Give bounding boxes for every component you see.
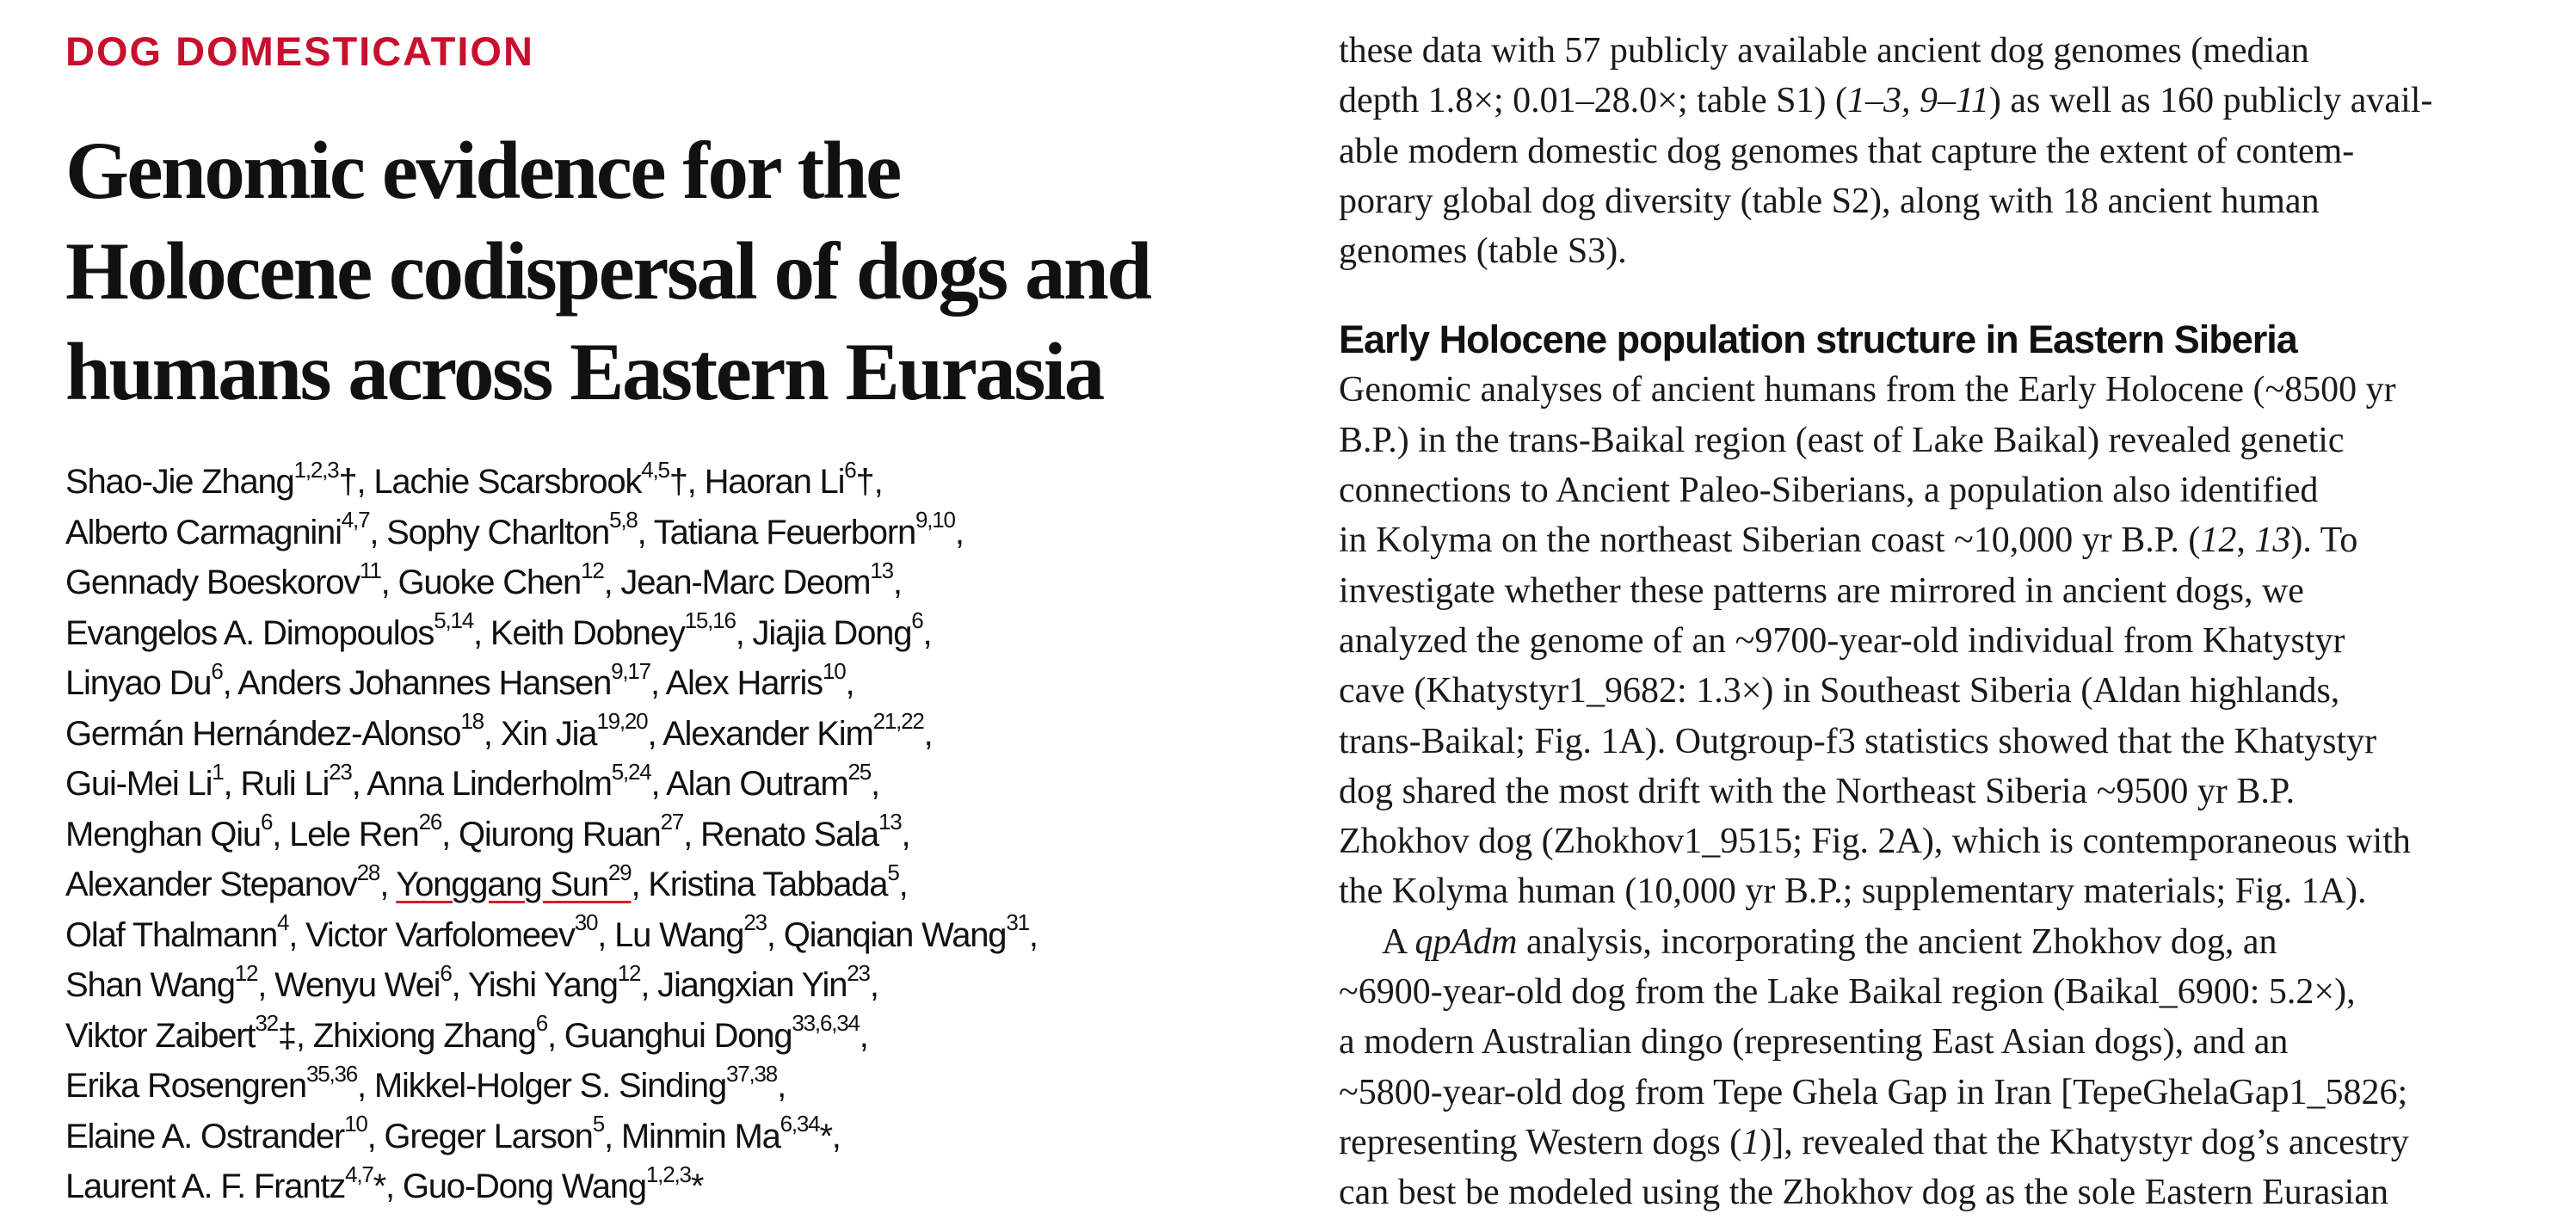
author-name: Anna Linderholm$^{5,24}$ xyxy=(367,758,651,803)
author-name: Viktor Zaibert$^{32}$ xyxy=(65,1010,278,1055)
author-name: Menghan Qiu$^6$ xyxy=(65,809,273,853)
affiliation-number: 12 xyxy=(581,557,604,583)
author-separator: , xyxy=(923,714,933,753)
affiliation-number: 23 xyxy=(743,909,767,936)
affiliation-number: 25 xyxy=(847,758,872,785)
affiliation-number: 6,34 xyxy=(780,1111,820,1137)
author-separator: , xyxy=(766,915,784,954)
author-separator: , xyxy=(223,765,241,803)
author-name: Xin Jia$^{19,20}$ xyxy=(500,708,648,753)
author-name: Tatiana Feuerborn$^{9,10}$ xyxy=(653,507,955,551)
author-separator: , xyxy=(1028,915,1038,954)
affiliation-number: 30 xyxy=(574,909,598,936)
author-name: Greger Larson$^5$ xyxy=(384,1111,604,1155)
author-separator: *, xyxy=(819,1117,841,1155)
author-name: Renato Sala$^{13}$ xyxy=(699,809,902,853)
affiliation-number: 1,2,3 xyxy=(645,1161,691,1187)
text-line: Zhokhov dog (Zhokhov1_9515; Fig. 2A), which is contemporaneous with xyxy=(1339,822,2411,862)
intro-paragraph xyxy=(1339,26,2552,276)
text-line: a modern Australian dingo (representing East Asian dogs), and an xyxy=(1339,1022,2289,1063)
affiliation-number: 18 xyxy=(460,708,484,735)
author-separator: , xyxy=(637,513,654,551)
author-separator: , xyxy=(735,613,753,652)
text-line: trans-Baikal; Fig. 1A). Outgroup-f3 statistics showed that the Khatystyr xyxy=(1339,721,2377,761)
author-separator: , xyxy=(222,664,238,702)
author-separator: , xyxy=(379,865,397,903)
author-name: Ruli Li$^{23}$ xyxy=(240,758,352,803)
author-line xyxy=(65,759,1227,810)
author-separator: , xyxy=(631,865,649,903)
affiliation-number: 5,14 xyxy=(434,607,474,634)
author-separator: , xyxy=(954,513,964,551)
author-separator: , xyxy=(441,815,459,853)
author-name: Sophy Charlton$^{5,8}$ xyxy=(386,507,638,551)
author-separator: , xyxy=(901,815,910,853)
author-separator: †, xyxy=(855,463,883,501)
text-line: ~6900-year-old dog from the Lake Baikal region (Baikal_6900: 5.2×), xyxy=(1339,972,2356,1013)
author-name: Lu Wang$^{23}$ xyxy=(614,909,767,954)
affiliation-number: 29 xyxy=(607,859,632,885)
author-line xyxy=(65,508,1227,558)
author-separator: , xyxy=(451,966,468,1004)
text-line: cave (Khatystyr1_9682: 1.3×) in Southeast Siberia (Aldan highlands, xyxy=(1339,671,2340,711)
affiliation-number: 15,16 xyxy=(684,607,736,634)
author-separator: , xyxy=(288,915,306,954)
author-separator: , xyxy=(777,1067,786,1105)
author-name: Alberto Carmagnini$^{4,7}$ xyxy=(65,507,370,551)
author-separator: †, xyxy=(669,463,705,501)
affiliation-number: 35,36 xyxy=(305,1060,358,1087)
author-separator: * xyxy=(690,1167,704,1205)
text-line: porary global dog diversity (table S2), along with 18 ancient human xyxy=(1339,181,2320,221)
body-paragraph xyxy=(1339,917,2552,1218)
author-name: Lele Ren$^{26}$ xyxy=(289,809,442,853)
author-line xyxy=(65,1112,1227,1162)
text-line: representing Western dogs (1)], revealed that the Khatystyr dog’s ancestry xyxy=(1339,1122,2409,1162)
author-line xyxy=(65,658,1227,709)
affiliation-number: 10 xyxy=(822,657,846,684)
author-list xyxy=(65,457,1227,1212)
author-name: Laurent A. F. Frantz$^{4,7}$ xyxy=(65,1161,373,1205)
text-line: A qpAdm analysis, incorporating the ancient Zhokhov dog, an xyxy=(1382,921,2277,962)
author-name: Gui-Mei Li$^1$ xyxy=(65,758,224,803)
author-name: Qianqian Wang$^{31}$ xyxy=(783,909,1029,954)
affiliation-number: 23 xyxy=(329,758,352,785)
affiliation-number: 6 xyxy=(844,456,856,483)
author-separator: , xyxy=(369,513,387,551)
author-line xyxy=(65,960,1227,1011)
author-name: Haoran Li$^6$ xyxy=(704,456,856,501)
affiliation-number: 6 xyxy=(211,657,223,684)
author-name: Yishi Yang$^{12}$ xyxy=(467,959,641,1004)
title-line: Genomic evidence for the xyxy=(65,125,900,216)
author-separator: , xyxy=(357,1067,374,1105)
affiliation-number: 33,6,34 xyxy=(792,1010,860,1037)
section-subhead: Early Holocene population structure in Eastern Siberia xyxy=(1339,317,2297,362)
author-separator: , xyxy=(650,664,666,702)
affiliation-number: 4,5 xyxy=(641,456,669,483)
author-separator: , xyxy=(650,765,667,803)
affiliation-number: 5 xyxy=(592,1111,604,1137)
author-separator: , xyxy=(257,966,275,1004)
title-line: Holocene codispersal of dogs and xyxy=(65,225,1150,317)
affiliation-number: 12 xyxy=(234,959,258,986)
author-line xyxy=(65,910,1227,961)
author-name: Victor Varfolomeev$^{30}$ xyxy=(305,909,598,954)
author-separator: , xyxy=(892,564,902,601)
author-separator: , xyxy=(546,1016,564,1055)
author-name: Shan Wang$^{12}$ xyxy=(65,959,258,1004)
affiliation-number: 1,2,3 xyxy=(293,456,339,483)
author-line xyxy=(65,1161,1227,1212)
affiliation-number: 27 xyxy=(660,809,684,835)
author-separator: , xyxy=(859,1016,868,1055)
author-name: Keith Dobney$^{15,16}$ xyxy=(490,607,736,652)
author-name: Anders Johannes Hansen$^{9,17}$ xyxy=(237,657,650,702)
author-name: Wenyu Wei$^6$ xyxy=(274,959,452,1004)
author-name: Alex Harris$^{10}$ xyxy=(665,657,846,702)
author-separator: *, xyxy=(373,1167,403,1205)
author-line xyxy=(65,457,1227,508)
affiliation-number: 4 xyxy=(277,909,289,936)
affiliation-number: 13 xyxy=(878,809,902,835)
affiliation-number: 6 xyxy=(535,1010,547,1037)
text-line: can best be modeled using the Zhokhov dog as the sole Eastern Eurasian xyxy=(1339,1173,2389,1213)
text-line: depth 1.8×; 0.01–28.0×; table S1) (1–3, 9–11) as well as 160 publicly avail- xyxy=(1339,81,2433,121)
author-separator: , xyxy=(640,966,658,1004)
affiliation-number: 6 xyxy=(440,959,452,986)
affiliation-number: 4,7 xyxy=(341,507,370,533)
author-separator: , xyxy=(603,564,621,601)
affiliation-number: 9,10 xyxy=(915,507,955,533)
affiliation-number: 5,24 xyxy=(611,758,651,785)
body-paragraph xyxy=(1339,365,2552,916)
author-separator: , xyxy=(597,915,615,954)
author-separator: , xyxy=(380,564,398,601)
article-title xyxy=(65,120,1227,422)
author-separator: , xyxy=(351,765,367,803)
text-line: Genomic analyses of ancient humans from the Early Holocene (~8500 yr xyxy=(1339,370,2396,410)
left-column xyxy=(65,24,1227,1212)
author-separator: , xyxy=(683,815,700,853)
author-line xyxy=(65,859,1227,910)
author-separator: , xyxy=(898,865,908,903)
author-line xyxy=(65,608,1227,659)
author-name: Jean-Marc Deom$^{13}$ xyxy=(620,557,893,601)
author-name: Guanghui Dong$^{33,6,34}$ xyxy=(564,1010,860,1055)
author-name: Guoke Chen$^{12}$ xyxy=(397,557,604,601)
section-label: DOG DOMESTICATION xyxy=(65,28,534,74)
affiliation-number: 19,20 xyxy=(596,708,648,735)
author-name: Kristina Tabbada$^5$ xyxy=(648,859,899,903)
affiliation-number: 26 xyxy=(418,809,442,835)
author-name: Gennady Boeskorov$^{11}$ xyxy=(65,557,381,601)
author-separator: , xyxy=(922,613,932,652)
affiliation-number: 9,17 xyxy=(611,657,650,684)
author-name: Linyao Du$^6$ xyxy=(65,657,223,702)
text-line: able modern domestic dog genomes that capture the extent of contem- xyxy=(1339,131,2355,171)
author-name: Mikkel-Holger S. Sinding$^{37,38}$ xyxy=(373,1060,778,1105)
affiliation-number: 6 xyxy=(260,809,273,835)
author-name: Qiurong Ruan$^{27}$ xyxy=(458,809,684,853)
text-line: investigate whether these patterns are mirrored in ancient dogs, we xyxy=(1339,570,2304,611)
author-separator: , xyxy=(604,1117,621,1155)
affiliation-number: 5 xyxy=(887,859,899,885)
author-name: Alexander Stepanov$^{28}$ xyxy=(65,859,380,903)
author-name: Minmin Ma$^{6,34}$ xyxy=(620,1111,820,1155)
author-separator: , xyxy=(647,714,663,753)
affiliation-number: 13 xyxy=(870,557,893,583)
author-name: Lachie Scarsbrook$^{4,5}$ xyxy=(373,456,669,501)
author-name: Olaf Thalmann$^4$ xyxy=(65,909,289,954)
author-name: Yonggang Sun$^{29}$ xyxy=(396,859,632,903)
title-line: humans across Eastern Eurasia xyxy=(65,326,1103,417)
author-name: Guo-Dong Wang$^{1,2,3}$ xyxy=(402,1161,691,1205)
text-line: genomes (table S3). xyxy=(1339,231,1627,272)
author-name: Alan Outram$^{25}$ xyxy=(666,758,872,803)
author-name: Shao-Jie Zhang$^{1,2,3}$ xyxy=(65,456,339,501)
affiliation-number: 11 xyxy=(360,557,381,583)
text-line: the Kolyma human (10,000 yr B.P.; supplementary materials; Fig. 1A). xyxy=(1339,872,2367,912)
affiliation-number: 5,8 xyxy=(609,507,638,533)
author-line xyxy=(65,1061,1227,1112)
author-line xyxy=(65,1011,1227,1062)
text-line: in Kolyma on the northeast Siberian coast ~10,000 yr B.P. (12, 13). To xyxy=(1339,521,2358,561)
author-name: Jiajia Dong$^6$ xyxy=(752,607,923,652)
author-line xyxy=(65,557,1227,608)
affiliation-number: 6 xyxy=(911,607,923,634)
affiliation-number: 31 xyxy=(1006,909,1029,936)
author-separator: ‡, xyxy=(277,1016,313,1055)
affiliation-number: 32 xyxy=(255,1010,278,1037)
author-name: Zhixiong Zhang$^6$ xyxy=(312,1010,547,1055)
author-name: Germán Hernández-Alonso$^{18}$ xyxy=(65,708,484,753)
text-line: connections to Ancient Paleo-Siberians, a population also identified xyxy=(1339,471,2319,511)
text-line: dog shared the most drift with the Northeast Siberia ~9500 yr B.P. xyxy=(1339,771,2296,811)
author-separator: , xyxy=(367,1117,385,1155)
author-name: Erika Rosengren$^{35,36}$ xyxy=(65,1060,358,1105)
text-line: these data with 57 publicly available ancient dog genomes (median xyxy=(1339,31,2309,71)
text-line: B.P.) in the trans-Baikal region (east of Lake Baikal) revealed genetic xyxy=(1339,420,2345,460)
author-separator: , xyxy=(483,714,501,753)
author-separator: , xyxy=(869,966,878,1004)
author-separator: , xyxy=(845,664,854,702)
author-line xyxy=(65,810,1227,860)
text-line: analyzed the genome of an ~9700-year-old individual from Khatystyr xyxy=(1339,620,2345,661)
affiliation-number: 21,22 xyxy=(872,708,924,735)
author-name: Elaine A. Ostrander$^{10}$ xyxy=(65,1111,367,1155)
author-separator: , xyxy=(272,815,290,853)
author-separator: , xyxy=(871,765,879,803)
affiliation-number: 10 xyxy=(344,1111,367,1137)
author-line xyxy=(65,709,1227,760)
author-separator: , xyxy=(473,613,490,652)
author-separator: †, xyxy=(338,463,374,501)
author-name: Jiangxian Yin$^{23}$ xyxy=(657,959,870,1004)
affiliation-number: 37,38 xyxy=(726,1060,778,1087)
text-line: ~5800-year-old dog from Tepe Ghela Gap in Iran [TepeGhelaGap1_5826; xyxy=(1339,1072,2408,1112)
affiliation-number: 1 xyxy=(212,758,224,785)
right-column xyxy=(1339,26,2552,1218)
author-name: Evangelos A. Dimopoulos$^{5,14}$ xyxy=(65,607,474,652)
affiliation-number: 28 xyxy=(356,859,380,885)
affiliation-number: 12 xyxy=(617,959,641,986)
affiliation-number: 4,7 xyxy=(345,1161,373,1187)
author-name: Alexander Kim$^{21,22}$ xyxy=(662,708,924,753)
affiliation-number: 23 xyxy=(847,959,870,986)
